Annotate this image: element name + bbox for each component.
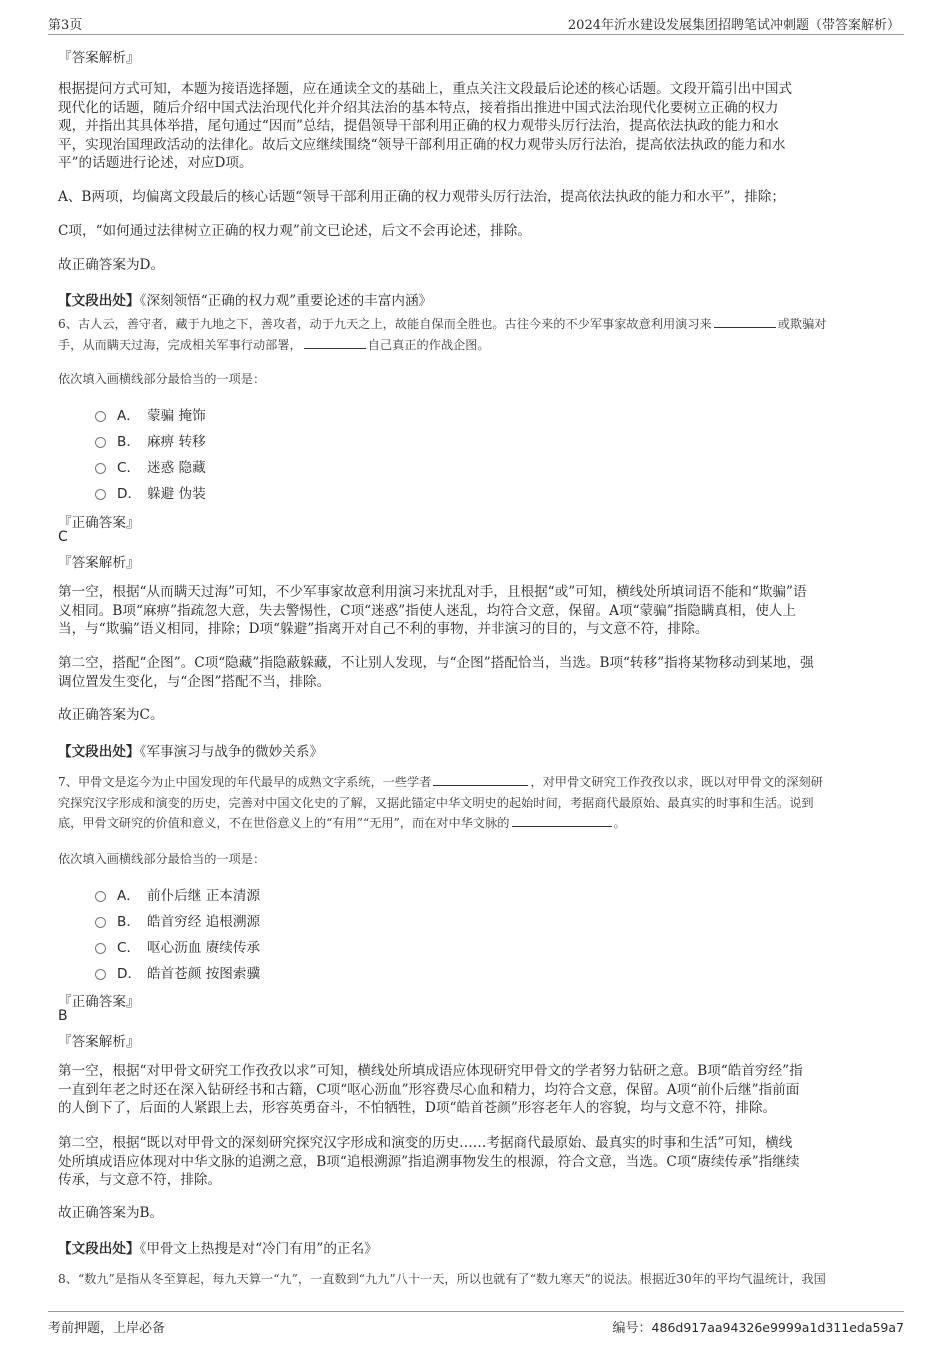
- analysis-paragraph: 第一空，根据“从而瞒天过海”可知，不少军事家故意利用演习来扰乱对手，且根据“或”可知，横线处所填词语不能和“欺骗”语 义相同。B项“麻痹”指疏忽大意，失去警惕性，C项“迷惑”指使人迷乱，均符合文意，保留。A项“蒙骗”指隐瞒真相，使人上 当，与“欺骗”语义相同，排除；D项“躲避”指离开对自己不利的事物，并非演习的目的，与文意不符，排除。: [58, 584, 807, 637]
- radio-button-icon[interactable]: [95, 463, 106, 474]
- analysis-paragraph: C项，“如何通过法律树立正确的权力观”前文已论述，后文不会再论述，排除。: [58, 223, 531, 239]
- radio-button-icon[interactable]: [95, 917, 106, 928]
- page-header: [48, 12, 904, 35]
- question-prompt: 依次填入画横线部分最恰当的一项是：: [58, 852, 266, 866]
- radio-button-icon[interactable]: [95, 437, 106, 448]
- analysis-label: 『答案解析』: [58, 555, 140, 571]
- correct-answer: C: [58, 529, 68, 545]
- answer-blank: [512, 813, 612, 827]
- final-answer-text: 故正确答案为C。: [58, 707, 164, 723]
- analysis-paragraph: 第一空，根据“对甲骨文研究工作孜孜以求”可知，横线处所填成语应体现研究甲骨文的学者努力钻研之意。B项“皓首穷经”指 一直到年老之时还在深入钻研经书和古籍，C项“呕心沥血”形容费尽心血和精力，均符合文意，保留。A项“前仆后继”指前面 的人倒下了，后面的人紧跟上去，形容英勇奋斗，不怕牺牲，D项“皓首苍颜”形容老年人的容貌，均与文意不符，排除。: [58, 1063, 803, 1116]
- document-title: 2024年沂水建设发展集团招聘笔试冲刺题（带答案解析）: [567, 18, 900, 33]
- option-d[interactable]: D． 皓首苍颜 按图索骥: [95, 962, 260, 982]
- option-b[interactable]: B． 麻痹 转移: [95, 430, 206, 450]
- source-citation: 【文段出处】《军事演习与战争的微妙关系》: [58, 744, 324, 760]
- source-citation: 【文段出处】《甲骨文上热搜是对“冷门有用”的正名》: [58, 1241, 378, 1257]
- analysis-paragraph: 根据提问方式可知，本题为接语选择题，应在通读全文的基础上，重点关注文段最后论述的核心话题。文段开篇引出中国式 现代化的话题，随后介绍中国式法治现代化并介绍其法治的基本特点，接着指出推进中国式法治现代化要树立正确的权力 观，并指出其具体举措，尾句通过“因而”总结，提倡领导干部利用正确的权力观带头厉行法治，提高依法执政的能力和水 平，实现治国理政活动的法律化。故后文应继续围绕“领导干部利用正确的权力观带头厉行法治，提高依法执政的能力和水 平”的话题进行论述，对应D项。: [58, 81, 793, 171]
- radio-button-icon[interactable]: [95, 489, 106, 500]
- analysis-paragraph: 第二空，搭配“企图”。C项“隐藏”指隐蔽躲藏，不让别人发现，与“企图”搭配恰当，当选。B项“转移”指将某物移动到某地，强 调位置发生变化，与“企图”搭配不当，排除。: [58, 655, 814, 690]
- final-answer-text: 故正确答案为D。: [58, 257, 165, 273]
- radio-button-icon[interactable]: [95, 891, 106, 902]
- radio-button-icon[interactable]: [95, 943, 106, 954]
- correct-answer: B: [58, 1008, 68, 1024]
- correct-answer-label: 『正确答案』: [58, 994, 140, 1010]
- option-b[interactable]: B． 皓首穷经 追根溯源: [95, 910, 260, 930]
- question-8-stem: 8、“数九”是指从冬至算起，每九天算一“九”，一直数到“九九”八十一天，所以也就有了“数九寒天”的说法。根据近30年的平均气温统计，我国: [58, 1272, 826, 1286]
- document-code: 编号：486d917aa94326e9999a1d311eda59a7: [612, 1320, 904, 1336]
- radio-button-icon[interactable]: [95, 411, 106, 422]
- analysis-label: 『答案解析』: [58, 50, 140, 66]
- analysis-label: 『答案解析』: [58, 1034, 140, 1050]
- question-prompt: 依次填入画横线部分最恰当的一项是：: [58, 372, 266, 386]
- page-footer: [48, 1311, 904, 1338]
- option-d[interactable]: D． 躲避 伪装: [95, 482, 206, 502]
- page-number: 第3页: [48, 18, 83, 33]
- final-answer-text: 故正确答案为B。: [58, 1205, 164, 1221]
- option-a[interactable]: A． 蒙骗 掩饰: [95, 404, 206, 424]
- answer-blank: [304, 335, 366, 349]
- question-7-stem: 7、甲骨文是迄今为止中国发现的年代最早的成熟文字系统，一些学者 ，对甲骨文研究工作孜孜以求，既以对甲骨文的深刻研 究探究汉字形成和演变的历史，完善对中国文化史的了解，又据此锚定中华文明史的起始时间，考据商代最原始、最真实的时事和生活。说到 底，甲骨文研究的价值和意义，不在世俗意义上的“有用”“无用”，而在对中华文脉的 。: [58, 772, 894, 834]
- footer-slogan: 考前押题，上岸必备: [48, 1321, 166, 1336]
- option-c[interactable]: C． 迷惑 隐藏: [95, 456, 206, 476]
- analysis-paragraph: 第二空，根据“既以对甲骨文的深刻研究探究汉字形成和演变的历史……考据商代最原始、最真实的时事和生活”可知，横线 处所填成语应体现对中华文脉的追溯之意，B项“追根溯源”指追溯事物发生的根源，符合文意，当选。C项“赓续传承”指继续 传承，与文意不符，排除。: [58, 1135, 800, 1188]
- question-6-stem: 6、古人云，善守者，藏于九地之下，善攻者，动于九天之上，故能自保而全胜也。古往今来的不少军事家故意利用演习来 或欺骗对 手，从而瞒天过海，完成相关军事行动部署， 自己真正的作战企图。: [58, 314, 894, 355]
- source-citation: 【文段出处】《深刻领悟“正确的权力观”重要论述的丰富内涵》: [58, 293, 433, 309]
- option-a[interactable]: A． 前仆后继 正本清源: [95, 884, 260, 904]
- answer-blank: [714, 314, 776, 328]
- answer-blank: [433, 772, 528, 786]
- analysis-paragraph: A、B两项，均偏离文段最后的核心话题“领导干部利用正确的权力观带头厉行法治，提高依法执政的能力和水平”，排除；: [58, 189, 785, 205]
- radio-button-icon[interactable]: [95, 969, 106, 980]
- correct-answer-label: 『正确答案』: [58, 515, 140, 531]
- option-c[interactable]: C． 呕心沥血 赓续传承: [95, 936, 260, 956]
